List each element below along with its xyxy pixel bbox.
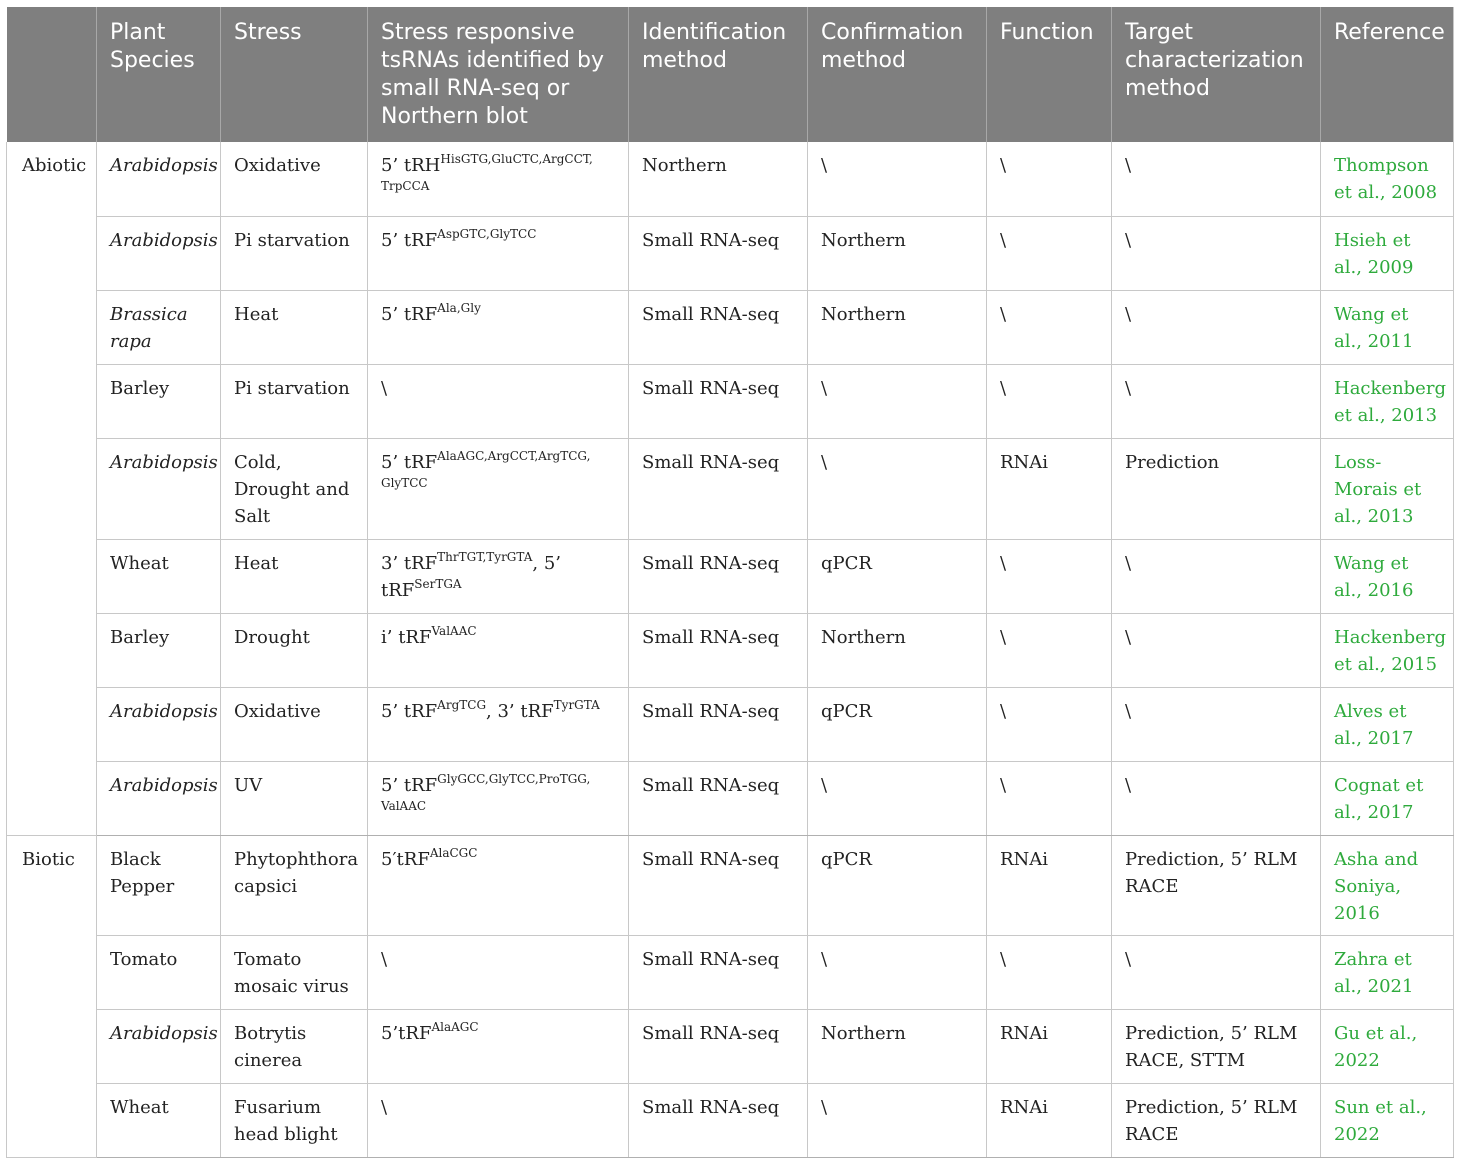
category-cell: Abiotic — [7, 142, 97, 835]
stress-cell: Pi starvation — [221, 216, 368, 290]
stress-cell: Pi starvation — [221, 364, 368, 438]
function-cell: RNAi — [987, 438, 1112, 539]
confirmation-cell: Northern — [808, 1009, 987, 1083]
tsrna-cell — [368, 438, 629, 539]
header-category — [7, 7, 97, 142]
tsrna-cell — [368, 142, 629, 216]
stress-cell: Heat — [221, 290, 368, 364]
reference-cell: Alves et al., 2017 — [1321, 687, 1454, 761]
species-cell: Arabidopsis — [97, 216, 221, 290]
tsrna-superscript: AlaAGC — [431, 1019, 479, 1034]
tsrna-superscript: Ala,Gly — [437, 300, 481, 315]
tsrna-superscript: ThrTGT,TyrGTA — [437, 549, 533, 564]
tsrna-cell — [368, 364, 629, 438]
function-cell: \ — [987, 935, 1112, 1009]
species-cell: Arabidopsis — [97, 761, 221, 835]
stress-cell: Cold, Drought and Salt — [221, 438, 368, 539]
tsrna-cell — [368, 216, 629, 290]
target-cell: \ — [1112, 539, 1321, 613]
tsrna-base: \ — [381, 948, 388, 970]
species-cell: Arabidopsis — [97, 1009, 221, 1083]
tsrna-base: , 5’ tRF — [381, 552, 562, 601]
tsrna-cell — [368, 761, 629, 835]
reference-cell: Asha and Soniya, 2016 — [1321, 835, 1454, 935]
tsrna-superscript: AlaCGC — [429, 845, 478, 860]
target-cell: \ — [1112, 935, 1321, 1009]
reference-cell: Cognat et al., 2017 — [1321, 761, 1454, 835]
tsrna-cell — [368, 687, 629, 761]
identification-cell: Small RNA-seq — [629, 216, 808, 290]
confirmation-cell: \ — [808, 761, 987, 835]
tsrna-base: \ — [381, 1096, 388, 1118]
target-cell: \ — [1112, 687, 1321, 761]
species-cell: Arabidopsis — [97, 142, 221, 216]
tsrna-superscript: TyrGTA — [553, 697, 600, 712]
species-cell: Arabidopsis — [97, 687, 221, 761]
reference-cell: Thompson et al., 2008 — [1321, 142, 1454, 216]
species-cell: Black Pepper — [97, 835, 221, 935]
tsrna-base: 5’tRF — [381, 1022, 432, 1044]
stress-cell: Tomato mosaic virus — [221, 935, 368, 1009]
confirmation-cell: Northern — [808, 216, 987, 290]
reference-cell: Zahra et al., 2021 — [1321, 935, 1454, 1009]
target-cell: Prediction — [1112, 438, 1321, 539]
tsrna-base: 5′tRF — [381, 848, 430, 870]
stress-cell: Oxidative — [221, 142, 368, 216]
tsrna-base: \ — [381, 377, 388, 399]
tsrna-superscript: AspGTC,GlyTCC — [437, 226, 537, 241]
table-row — [7, 290, 1454, 364]
target-cell: \ — [1112, 290, 1321, 364]
tsrna-cell — [368, 1083, 629, 1157]
function-cell: \ — [987, 761, 1112, 835]
confirmation-cell: qPCR — [808, 687, 987, 761]
tsrna-cell — [368, 835, 629, 935]
header-function: Function — [987, 7, 1112, 142]
header-row — [7, 7, 1454, 142]
header-confirmation-method: Confirmation method — [808, 7, 987, 142]
identification-cell: Small RNA-seq — [629, 364, 808, 438]
function-cell: \ — [987, 364, 1112, 438]
confirmation-cell: \ — [808, 1083, 987, 1157]
reference-cell: Wang et al., 2011 — [1321, 290, 1454, 364]
table-row — [7, 1083, 1454, 1157]
reference-cell: Sun et al., 2022 — [1321, 1083, 1454, 1157]
target-cell: Prediction, 5’ RLM RACE — [1112, 1083, 1321, 1157]
table-row — [7, 761, 1454, 835]
tsrna-cell — [368, 1009, 629, 1083]
identification-cell: Small RNA-seq — [629, 539, 808, 613]
identification-cell: Small RNA-seq — [629, 290, 808, 364]
header-target-method: Target characterization method — [1112, 7, 1321, 142]
table-row — [7, 835, 1454, 935]
species-cell: Barley — [97, 364, 221, 438]
reference-cell: Wang et al., 2016 — [1321, 539, 1454, 613]
stress-cell: Phytophthora capsici — [221, 835, 368, 935]
tsrna-superscript: AlaAGC,ArgCCT,ArgTCG,​GlyTCC — [381, 448, 591, 490]
target-cell: \ — [1112, 613, 1321, 687]
tsrna-superscript: ValAAC — [431, 623, 477, 638]
function-cell: RNAi — [987, 1083, 1112, 1157]
confirmation-cell: qPCR — [808, 539, 987, 613]
identification-cell: Northern — [629, 142, 808, 216]
reference-cell: Hsieh et al., 2009 — [1321, 216, 1454, 290]
tsrna-base: i’ tRF — [381, 626, 432, 648]
species-cell: Barley — [97, 613, 221, 687]
tsrna-cell — [368, 935, 629, 1009]
function-cell: \ — [987, 613, 1112, 687]
identification-cell: Small RNA-seq — [629, 1083, 808, 1157]
target-cell: \ — [1112, 216, 1321, 290]
header-reference: Reference — [1321, 7, 1454, 142]
table-row — [7, 613, 1454, 687]
tsrna-superscript: HisGTG,GluCTC,ArgCCT,​TrpCCA — [381, 152, 593, 193]
target-cell: Prediction, 5’ RLM RACE — [1112, 835, 1321, 935]
category-cell: Biotic — [7, 835, 97, 1157]
species-cell: Arabidopsis — [97, 438, 221, 539]
table-row — [7, 687, 1454, 761]
function-cell: \ — [987, 216, 1112, 290]
stress-cell: Oxidative — [221, 687, 368, 761]
tsrna-cell — [368, 539, 629, 613]
confirmation-cell: Northern — [808, 290, 987, 364]
function-cell: \ — [987, 142, 1112, 216]
identification-cell: Small RNA-seq — [629, 1009, 808, 1083]
stress-cell: Heat — [221, 539, 368, 613]
species-cell: Wheat — [97, 539, 221, 613]
species-cell: Wheat — [97, 1083, 221, 1157]
confirmation-cell: Northern — [808, 613, 987, 687]
table-row — [7, 935, 1454, 1009]
target-cell: \ — [1112, 142, 1321, 216]
tsrna-base: 3’ tRF — [381, 552, 438, 574]
identification-cell: Small RNA-seq — [629, 761, 808, 835]
tsrna-cell — [368, 613, 629, 687]
reference-cell: Hackenberg et al., 2015 — [1321, 613, 1454, 687]
confirmation-cell: qPCR — [808, 835, 987, 935]
header-stress: Stress — [221, 7, 368, 142]
header-tsrnas: Stress responsive tsRNAs identified by small RNA-seq or Northern blot — [368, 7, 629, 142]
tsrna-base: 5’ tRF — [381, 700, 438, 722]
table-row — [7, 539, 1454, 613]
function-cell: RNAi — [987, 1009, 1112, 1083]
reference-cell: Loss-Morais et al., 2013 — [1321, 438, 1454, 539]
target-cell: \ — [1112, 364, 1321, 438]
stress-cell: Botrytis cinerea — [221, 1009, 368, 1083]
table-row — [7, 1009, 1454, 1083]
stress-tsrna-table — [6, 7, 1454, 1158]
species-cell: Brassica rapa — [97, 290, 221, 364]
tsrna-base: 5’ tRF — [381, 303, 438, 325]
confirmation-cell: \ — [808, 364, 987, 438]
reference-cell: Hackenberg et al., 2013 — [1321, 364, 1454, 438]
function-cell: \ — [987, 687, 1112, 761]
tsrna-superscript: GlyGCC,GlyTCC,ProTGG,​ValAAC — [381, 771, 591, 813]
identification-cell: Small RNA-seq — [629, 687, 808, 761]
reference-cell: Gu et al., 2022 — [1321, 1009, 1454, 1083]
function-cell: RNAi — [987, 835, 1112, 935]
stress-cell: Fusarium head blight — [221, 1083, 368, 1157]
table-row — [7, 438, 1454, 539]
identification-cell: Small RNA-seq — [629, 613, 808, 687]
tsrna-base: 5’ tRF — [381, 774, 438, 796]
identification-cell: Small RNA-seq — [629, 438, 808, 539]
table-row — [7, 142, 1454, 216]
identification-cell: Small RNA-seq — [629, 935, 808, 1009]
table-row — [7, 216, 1454, 290]
species-cell: Tomato — [97, 935, 221, 1009]
tsrna-superscript: SerTGA — [414, 576, 462, 591]
table-row — [7, 364, 1454, 438]
tsrna-superscript: ArgTCG — [437, 697, 487, 712]
confirmation-cell: \ — [808, 142, 987, 216]
tsrna-base: , 3’ tRF — [486, 700, 554, 722]
function-cell: \ — [987, 290, 1112, 364]
target-cell: Prediction, 5’ RLM RACE, STTM — [1112, 1009, 1321, 1083]
confirmation-cell: \ — [808, 438, 987, 539]
tsrna-cell — [368, 290, 629, 364]
function-cell: \ — [987, 539, 1112, 613]
header-plant-species: Plant Species — [97, 7, 221, 142]
tsrna-base: 5’ tRH — [381, 155, 441, 176]
header-identification-method: Identification method — [629, 7, 808, 142]
table-body — [7, 142, 1454, 1157]
stress-cell: UV — [221, 761, 368, 835]
tsrna-base: 5’ tRF — [381, 451, 438, 473]
stress-cell: Drought — [221, 613, 368, 687]
identification-cell: Small RNA-seq — [629, 835, 808, 935]
tsrna-base: 5’ tRF — [381, 229, 438, 251]
target-cell: \ — [1112, 761, 1321, 835]
confirmation-cell: \ — [808, 935, 987, 1009]
